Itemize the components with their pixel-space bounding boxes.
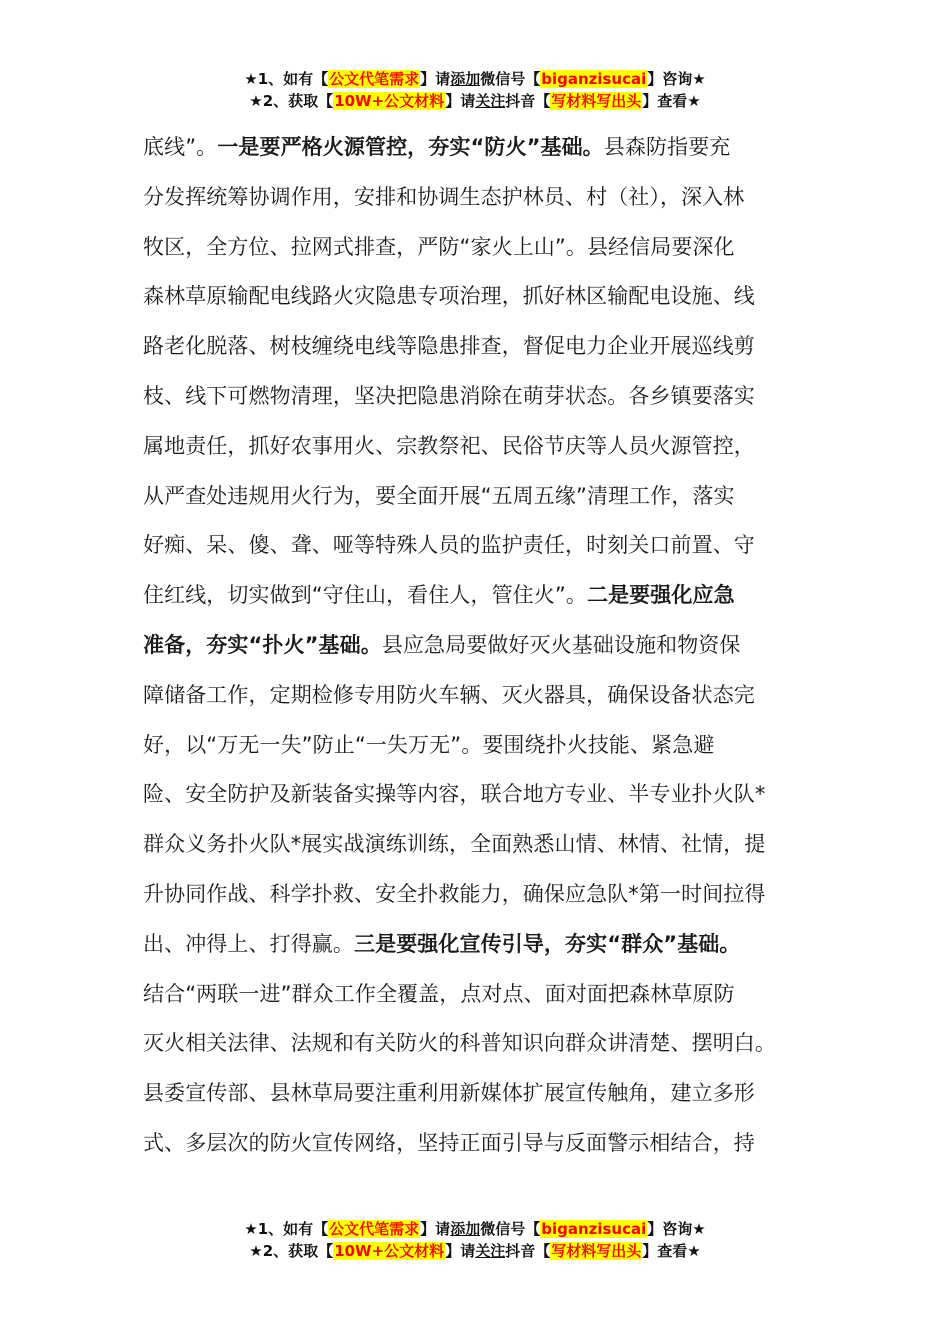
- text-segment: 从严查处违规用火行为，要全面开展“五周五缘”清理工作，落实: [143, 483, 735, 508]
- highlight-materials: 10W+公文材料: [334, 92, 445, 110]
- highlight-materials: 10W+公文材料: [334, 1242, 445, 1260]
- text-segment: 障储备工作，定期检修专用防火车辆、灭火器具，确保设备状态完: [143, 682, 755, 707]
- text-segment: 县委宣传部、县林草局要注重利用新媒体扩展宣传触角，建立多形: [143, 1081, 755, 1106]
- text-line: [143, 621, 823, 671]
- text-line: [143, 870, 823, 920]
- banner-line-1: ★1、如有【公文代笔需求】请添加微信号【biganzisucai】咨询★: [244, 1220, 706, 1238]
- banner-line-2: ★2、获取【10W+公文材料】请关注抖音【写材料写出头】查看★: [249, 1242, 701, 1260]
- text-line: [143, 123, 823, 173]
- text-segment: 住红线，切实做到“守住山，看住人，管住火”。: [143, 583, 587, 608]
- footer-banner: [0, 1218, 950, 1262]
- bold-heading-segment: 一是要严格火源管控，夯实“防火”基础。: [217, 135, 604, 159]
- text-line: [143, 1019, 823, 1069]
- text-line: [143, 1069, 823, 1119]
- text-line: [143, 422, 823, 472]
- text-segment: 森林草原输配电线路火灾隐患专项治理，抓好林区输配电设施、线: [143, 284, 755, 309]
- text-segment: 县应急局要做好灭火基础设施和物资保: [381, 632, 741, 657]
- text-segment: 出、冲得上、打得赢。: [143, 931, 354, 956]
- text-segment: 灭火相关法律、法规和有关防火的科普知识向群众讲清楚、摆明白。: [143, 1031, 776, 1056]
- text-segment: 底线”。: [143, 135, 218, 159]
- text-segment: 结合“两联一进”群众工作全覆盖，点对点、面对面把森林草原防: [143, 981, 735, 1006]
- text-segment: 好，以“万无一失”防止“一失万无”。要围绕扑火技能、紧急避: [143, 732, 715, 757]
- text-line: [143, 571, 823, 621]
- text-line: [143, 372, 823, 422]
- highlight-wechat-id: biganzisucai: [541, 70, 647, 88]
- text-segment: 路老化脱落、树枝缠绕电线等隐患排查，督促电力企业开展巡线剪: [143, 334, 755, 359]
- text-line: [143, 322, 823, 372]
- text-segment: 升协同作战、科学扑救、安全扑救能力，确保应急队*第一时间拉得: [143, 881, 766, 906]
- highlight-service: 公文代笔需求: [329, 70, 420, 88]
- text-segment: 县森防指要充: [603, 135, 731, 159]
- highlight-service: 公文代笔需求: [329, 1220, 420, 1238]
- text-segment: 牧区，全方位、拉网式排查，严防“家火上山”。县经信局要深化: [143, 234, 735, 259]
- banner-line-2: ★2、获取【10W+公文材料】请关注抖音【写材料写出头】查看★: [249, 92, 701, 110]
- text-line: [143, 820, 823, 870]
- text-segment: 好痴、呆、傻、聋、哑等特殊人员的监护责任，时刻关口前置、守: [143, 533, 755, 558]
- bold-heading-segment: 三是要强化宣传引导，夯实“群众”基础。: [354, 931, 741, 956]
- text-segment: 群众义务扑火队*展实战演练训练，全面熟悉山情、林情、社情，提: [143, 832, 766, 857]
- text-segment: 分发挥统筹协调作用，安排和协调生态护林员、村（社），深入林: [143, 184, 745, 209]
- text-line: [143, 920, 823, 970]
- highlight-douyin-id: 写材料写出头: [551, 92, 642, 110]
- text-line: [143, 521, 823, 571]
- text-segment: 枝、线下可燃物清理，坚决把隐患消除在萌芽状态。各乡镇要落实: [143, 383, 755, 408]
- text-line: [143, 223, 823, 273]
- bold-heading-segment: 准备，夯实“扑火”基础。: [143, 632, 382, 657]
- text-line: [143, 970, 823, 1020]
- bold-heading-segment: 二是要强化应急: [586, 583, 735, 608]
- text-segment: 属地责任，抓好农事用火、宗教祭祀、民俗节庆等人员火源管控，: [143, 433, 755, 458]
- text-line: [143, 671, 823, 721]
- header-banner: [0, 68, 950, 112]
- highlight-douyin-id: 写材料写出头: [551, 1242, 642, 1260]
- highlight-wechat-id: biganzisucai: [541, 1220, 647, 1238]
- document-body: [143, 123, 823, 1169]
- text-line: [143, 770, 823, 820]
- text-segment: 式、多层次的防火宣传网络，坚持正面引导与反面警示相结合，持: [143, 1130, 755, 1155]
- text-line: [143, 472, 823, 522]
- text-line: [143, 1119, 823, 1169]
- banner-line-1: ★1、如有【公文代笔需求】请添加微信号【biganzisucai】咨询★: [244, 70, 706, 88]
- text-line: [143, 272, 823, 322]
- text-line: [143, 173, 823, 223]
- text-segment: 险、安全防护及新装备实操等内容，联合地方专业、半专业扑火队*: [143, 782, 766, 807]
- text-line: [143, 721, 823, 771]
